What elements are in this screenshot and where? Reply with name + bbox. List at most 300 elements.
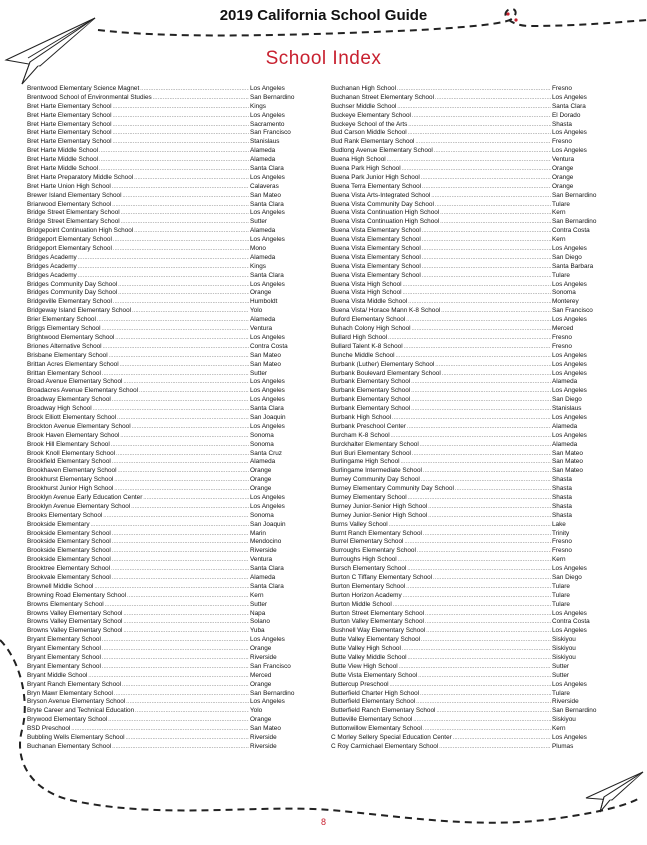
county-name: Tulare: [552, 200, 570, 208]
county-name: Ventura: [552, 156, 575, 164]
county-name: Los Angeles: [552, 93, 587, 101]
dot-leader: [118, 289, 249, 298]
county-name: Orange: [552, 182, 574, 190]
school-name: Bridge Street Elementary School: [27, 218, 120, 226]
school-name: Burbank Preschool Center: [331, 422, 406, 430]
index-entry: [27, 334, 294, 343]
dot-leader: [433, 574, 551, 583]
school-name: Bridges Academy: [27, 262, 77, 270]
index-entry: [331, 645, 599, 654]
county-name: El Dorado: [552, 111, 581, 119]
county-name: Riverside: [250, 654, 277, 661]
county-name: San Mateo: [250, 725, 281, 733]
index-entry: [27, 707, 294, 716]
county-name: Tulare: [552, 582, 570, 590]
county-name: Los Angeles: [250, 236, 285, 244]
school-name: Bubbling Wells Elementary School: [27, 734, 125, 742]
index-entry: [331, 565, 599, 574]
school-name: Butte Valley Middle School: [331, 654, 407, 661]
dot-leader: [413, 716, 551, 725]
dot-leader: [111, 565, 249, 574]
dot-leader: [134, 174, 249, 183]
school-name: Brook Hill Elementary School: [27, 440, 110, 448]
school-name: Buena Vista High School: [331, 280, 402, 288]
index-entry: [27, 690, 294, 699]
county-name: Alameda: [250, 573, 276, 581]
dot-leader: [113, 121, 249, 130]
school-name: Brewer Island Elementary School: [27, 191, 122, 199]
index-entry: [331, 707, 599, 716]
school-name: Buckeye School of the Arts: [331, 120, 408, 128]
county-name: San Bernardino: [552, 707, 597, 715]
dot-leader: [126, 734, 249, 743]
dot-leader: [118, 467, 249, 476]
index-entry: [27, 458, 294, 467]
school-name: Bridges Community Day School: [27, 280, 118, 288]
dot-leader: [391, 432, 551, 441]
county-name: Riverside: [250, 547, 277, 555]
school-name: Brookhaven Elementary School: [27, 467, 117, 475]
dot-leader: [121, 218, 249, 227]
index-entry: [331, 289, 599, 298]
county-name: Kings: [250, 262, 266, 270]
county-name: San Mateo: [552, 449, 583, 457]
index-entry: [331, 681, 599, 690]
school-name: Bridges Academy: [27, 253, 77, 261]
county-name: San Mateo: [250, 360, 281, 368]
county-name: Los Angeles: [552, 387, 587, 395]
dot-leader: [105, 601, 249, 610]
school-name: Burton C Tiffany Elementary School: [331, 573, 433, 581]
dot-leader: [139, 387, 249, 396]
dot-leader: [102, 654, 249, 663]
index-entry: [331, 378, 599, 387]
dot-leader: [123, 627, 249, 636]
dot-leader: [441, 307, 551, 316]
county-name: Napa: [250, 609, 266, 617]
school-name: Burbank Elementary School: [331, 387, 411, 395]
county-name: Sonoma: [250, 440, 274, 448]
county-name: Los Angeles: [250, 173, 285, 181]
dot-leader: [415, 138, 551, 147]
index-entry: [331, 307, 599, 316]
document-title: 2019 California School Guide: [219, 7, 428, 24]
dot-leader: [435, 361, 551, 370]
dot-leader: [455, 485, 551, 494]
county-name: Los Angeles: [552, 627, 587, 635]
index-entry: [27, 432, 294, 441]
index-column-right: [331, 85, 599, 752]
dot-leader: [412, 450, 551, 459]
school-name: Bridgeway Island Elementary School: [27, 307, 132, 315]
school-name: Brooklyn Avenue Early Education Center: [27, 493, 143, 501]
school-name: Buena Vista Elementary School: [331, 227, 421, 235]
county-name: Fresno: [552, 138, 572, 146]
county-name: Alameda: [250, 227, 276, 235]
county-name: Shasta: [552, 120, 572, 128]
index-entry: [27, 370, 294, 379]
dot-leader: [120, 432, 249, 441]
dot-leader: [416, 698, 551, 707]
school-name: C Morley Sellery Special Education Center: [331, 734, 452, 742]
index-entry: [27, 112, 294, 121]
index-entry: [27, 583, 294, 592]
county-name: Stanislaus: [552, 405, 582, 413]
index-entry: [27, 716, 294, 725]
dot-leader: [113, 245, 249, 254]
county-name: Orange: [250, 680, 272, 688]
dot-leader: [112, 547, 249, 556]
index-entry: [27, 378, 294, 387]
index-entry: [27, 254, 294, 263]
county-name: Fresno: [552, 538, 572, 546]
index-entry: [27, 556, 294, 565]
school-name: Brook Knoll Elementary School: [27, 449, 116, 457]
county-name: Kern: [552, 236, 566, 244]
school-name: Buchser Middle School: [331, 102, 397, 110]
index-entry: [331, 236, 599, 245]
school-name: Briones Alternative School: [27, 342, 102, 350]
index-entry: [27, 281, 294, 290]
dot-leader: [112, 743, 249, 752]
school-name: Bryant Elementary School: [27, 662, 101, 670]
school-name: Burton Elementary School: [331, 582, 406, 590]
school-name: Burney Junior-Senior High School: [331, 511, 428, 519]
dot-leader: [127, 592, 249, 601]
school-name: Bryant Elementary School: [27, 654, 101, 661]
index-entry: [27, 734, 294, 743]
school-name: Buena Vista Elementary School: [331, 253, 421, 261]
dot-leader: [435, 201, 551, 210]
county-name: Mono: [250, 245, 266, 253]
county-name: Orange: [250, 467, 272, 475]
index-entry: [27, 610, 294, 619]
county-name: Monterey: [552, 298, 579, 306]
school-name: Buena Vista Community Day School: [331, 200, 434, 208]
dot-leader: [388, 334, 551, 343]
index-entry: [27, 343, 294, 352]
index-entry: [27, 129, 294, 138]
county-name: Tulare: [552, 600, 570, 608]
index-entry: [27, 467, 294, 476]
dot-leader: [408, 121, 551, 130]
dot-leader: [102, 325, 249, 334]
county-name: Alameda: [250, 316, 276, 324]
index-entry: [331, 156, 599, 165]
index-entry: [27, 361, 294, 370]
county-name: Los Angeles: [552, 316, 587, 324]
county-name: Orange: [250, 485, 272, 493]
school-name: Brooklyn Avenue Elementary School: [27, 502, 131, 510]
county-name: Shasta: [552, 476, 572, 484]
school-name: Bryson Avenue Elementary School: [27, 698, 126, 706]
dot-leader: [435, 94, 551, 103]
county-name: Sutter: [250, 218, 268, 226]
school-name: Burbank High School: [331, 413, 392, 421]
index-entry: [331, 121, 599, 130]
school-name: Brookfield Elementary School: [27, 458, 111, 466]
county-name: Siskiyou: [552, 636, 576, 644]
dot-leader: [97, 316, 249, 325]
dot-leader: [404, 538, 551, 547]
school-name: Buena Vista High School: [331, 289, 402, 297]
index-entry: [27, 218, 294, 227]
school-name: Buckeye Elementary School: [331, 111, 411, 119]
dot-leader: [113, 112, 249, 121]
index-entry: [27, 227, 294, 236]
school-name: Bud Carson Middle School: [331, 129, 407, 137]
county-name: Los Angeles: [552, 431, 587, 439]
dot-leader: [153, 94, 249, 103]
county-name: San Diego: [552, 253, 582, 261]
county-name: Kings: [250, 102, 266, 110]
index-entry: [331, 352, 599, 361]
dot-leader: [102, 663, 249, 672]
county-name: Santa Clara: [250, 405, 284, 413]
county-name: Orange: [552, 173, 574, 181]
county-name: Fresno: [552, 342, 572, 350]
school-name: Brook Haven Elementary School: [27, 431, 120, 439]
index-entry: [27, 601, 294, 610]
school-name: Brookhurst Junior High School: [27, 485, 114, 493]
school-name: Bret Harte Elementary School: [27, 138, 112, 146]
school-name: Bursch Elementary School: [331, 565, 407, 573]
county-name: Los Angeles: [250, 209, 285, 217]
school-name: Burnt Ranch Elementary School: [331, 529, 422, 537]
index-entry: [27, 698, 294, 707]
index-entry: [27, 396, 294, 405]
school-name: Browns Elementary School: [27, 600, 104, 608]
county-name: Los Angeles: [552, 369, 587, 377]
county-name: Santa Cruz: [250, 449, 282, 457]
dot-leader: [118, 281, 249, 290]
school-name: Burton Middle School: [331, 600, 392, 608]
dot-leader: [116, 450, 249, 459]
school-name: Bushnell Way Elementary School: [331, 627, 426, 635]
dot-leader: [403, 592, 551, 601]
dot-leader: [109, 352, 249, 361]
county-name: Los Angeles: [552, 129, 587, 137]
school-name: Bryant Elementary School: [27, 645, 101, 653]
dot-leader: [94, 583, 249, 592]
dot-leader: [102, 645, 249, 654]
index-entry: [331, 414, 599, 423]
county-name: Riverside: [250, 742, 277, 750]
county-name: San Diego: [552, 396, 582, 404]
county-name: Los Angeles: [552, 734, 587, 742]
school-name: Bryant Middle School: [27, 671, 88, 679]
school-name: Bridges Academy: [27, 271, 77, 279]
county-name: Los Angeles: [552, 360, 587, 368]
index-entry: [27, 681, 294, 690]
school-name: Broad Avenue Elementary School: [27, 378, 123, 386]
school-name: Brookvale Elementary School: [27, 573, 111, 581]
index-entry: [27, 521, 294, 530]
index-entry: [331, 743, 599, 752]
dot-leader: [112, 458, 249, 467]
school-name: Buena High School: [331, 156, 386, 164]
county-name: Sutter: [552, 662, 570, 670]
school-name: Burbank (Luther) Elementary School: [331, 360, 435, 368]
page-number: 8: [320, 817, 326, 827]
school-name: Brookside Elementary: [27, 520, 90, 528]
index-entry: [331, 654, 599, 663]
index-entry: [27, 565, 294, 574]
county-name: Sonoma: [250, 511, 274, 519]
school-name: Brightwood Elementary School: [27, 333, 115, 341]
index-entry: [27, 103, 294, 112]
school-name: Burney Elementary Community Day School: [331, 485, 454, 493]
dot-leader: [120, 361, 249, 370]
school-name: Brentwood Elementary Science Magnet: [27, 85, 140, 92]
index-entry: [331, 192, 599, 201]
county-name: Alameda: [552, 378, 578, 386]
county-name: Alameda: [250, 156, 276, 164]
county-name: Riverside: [552, 698, 579, 706]
county-name: Alameda: [552, 440, 578, 448]
dot-leader: [108, 716, 249, 725]
county-name: Los Angeles: [250, 396, 285, 404]
county-name: Siskiyou: [552, 716, 576, 724]
school-name: Buttercup Preschool: [331, 680, 389, 688]
county-name: Los Angeles: [552, 565, 587, 573]
county-name: Contra Costa: [250, 342, 288, 350]
index-entry: [331, 690, 599, 699]
index-entry: [331, 485, 599, 494]
county-name: Marin: [250, 529, 266, 537]
school-name: Broadway Elementary School: [27, 396, 111, 404]
dot-leader: [91, 521, 249, 530]
county-name: Tulare: [552, 271, 570, 279]
index-entry: [331, 129, 599, 138]
index-entry: [331, 610, 599, 619]
county-name: Contra Costa: [552, 227, 590, 235]
dot-leader: [422, 183, 551, 192]
dot-leader: [143, 494, 249, 503]
dot-leader: [112, 183, 249, 192]
school-name: Burton Horizon Academy: [331, 591, 402, 599]
dot-leader: [140, 85, 249, 94]
school-name: Bryn Mawr Elementary School: [27, 689, 113, 697]
index-entry: [331, 716, 599, 725]
dot-leader: [420, 690, 551, 699]
dot-leader: [122, 192, 249, 201]
dot-leader: [425, 618, 551, 627]
school-name: Bridgeport Elementary School: [27, 245, 112, 253]
school-name: Brookhurst Elementary School: [27, 476, 114, 484]
dot-leader: [421, 174, 551, 183]
index-entry: [27, 156, 294, 165]
county-name: Santa Clara: [250, 565, 284, 573]
dot-leader: [406, 316, 551, 325]
county-name: Sacramento: [250, 120, 285, 128]
county-name: Kern: [552, 209, 566, 217]
index-entry: [27, 209, 294, 218]
dot-leader: [111, 441, 249, 450]
dot-leader: [411, 387, 551, 396]
index-entry: [27, 672, 294, 681]
school-name: Buena Vista Elementary School: [331, 245, 421, 253]
index-entry: [27, 316, 294, 325]
index-entry: [27, 85, 294, 94]
index-entry: [27, 743, 294, 752]
county-name: San Mateo: [552, 467, 583, 475]
index-entry: [27, 512, 294, 521]
dot-leader: [403, 289, 551, 298]
dot-leader: [397, 103, 551, 112]
school-name: Bridges Community Day School: [27, 289, 118, 297]
dot-leader: [401, 458, 551, 467]
county-name: Los Angeles: [250, 85, 285, 92]
school-name: Buena Vista Continuation High School: [331, 218, 440, 226]
index-entry: [331, 254, 599, 263]
county-name: Calaveras: [250, 182, 279, 190]
school-name: Broadway High School: [27, 405, 92, 413]
dot-leader: [78, 263, 249, 272]
county-name: Stanislaus: [250, 138, 280, 146]
dot-leader: [112, 556, 249, 565]
index-entry: [27, 121, 294, 130]
school-name: Buena Vista Elementary School: [331, 236, 421, 244]
county-name: Santa Clara: [250, 582, 284, 590]
county-name: Orange: [250, 476, 272, 484]
index-entry: [331, 343, 599, 352]
dot-leader: [113, 298, 249, 307]
index-entry: [27, 414, 294, 423]
dot-leader: [113, 129, 249, 138]
index-entry: [331, 698, 599, 707]
school-name: Bridgeville Elementary School: [27, 298, 112, 306]
county-name: Los Angeles: [552, 280, 587, 288]
county-name: Los Angeles: [250, 493, 285, 501]
dot-leader: [117, 414, 249, 423]
county-name: Los Angeles: [250, 387, 285, 395]
county-name: Sutter: [250, 369, 268, 377]
county-name: San Francisco: [552, 307, 593, 315]
county-name: Plumas: [552, 742, 574, 750]
dot-leader: [423, 467, 551, 476]
dot-leader: [123, 378, 249, 387]
school-name: Brookside Elementary School: [27, 538, 111, 546]
county-name: San Francisco: [250, 662, 291, 670]
dot-leader: [123, 618, 249, 627]
index-entry: [331, 476, 599, 485]
county-name: Shasta: [552, 502, 572, 510]
county-name: Fresno: [552, 547, 572, 555]
dot-leader: [134, 227, 249, 236]
county-name: Santa Clara: [250, 165, 284, 173]
school-name: Brookside Elementary School: [27, 547, 111, 555]
county-name: Santa Clara: [250, 271, 284, 279]
index-entry: [27, 725, 294, 734]
county-name: San Mateo: [250, 191, 281, 199]
dot-leader: [113, 103, 249, 112]
county-name: Orange: [552, 165, 574, 173]
dot-leader: [113, 236, 249, 245]
county-name: San Mateo: [250, 351, 281, 359]
school-name: Butterfield Ranch Elementary School: [331, 707, 436, 715]
index-entry: [331, 361, 599, 370]
school-name: Burbank Elementary School: [331, 405, 411, 413]
index-entry: [331, 227, 599, 236]
index-entry: [27, 236, 294, 245]
county-name: Orange: [250, 289, 272, 297]
index-entry: [27, 441, 294, 450]
county-name: Fresno: [552, 333, 572, 341]
school-name: Browns Valley Elementary School: [27, 618, 123, 626]
index-entry: [27, 94, 294, 103]
index-entry: [27, 636, 294, 645]
